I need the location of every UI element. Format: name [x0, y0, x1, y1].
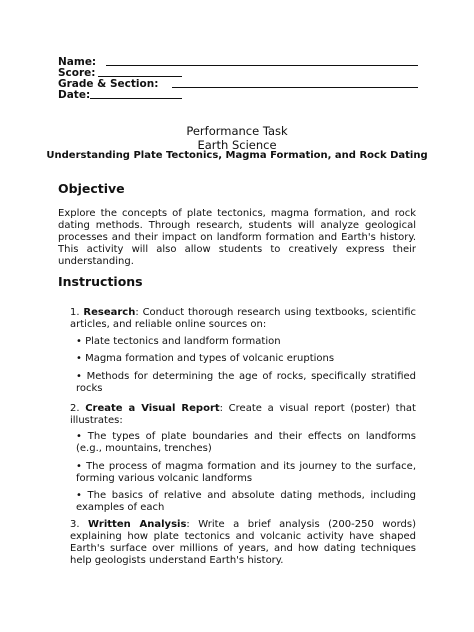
instructions-heading: Instructions — [58, 274, 143, 289]
item-number: 3. — [70, 519, 80, 530]
date-label: Date: — [58, 89, 91, 101]
title-earth-science: Earth Science — [197, 138, 277, 152]
grade-section-line — [172, 87, 418, 88]
score-line — [98, 76, 182, 77]
bullet-text: Plate tectonics and landform formation — [85, 336, 281, 347]
item-title: Create a Visual Report — [85, 403, 220, 414]
bullet-text: Methods for determining the age of rocks, specifically stratified rocks — [76, 371, 417, 394]
item-text: : Conduct thorough research using textbooks, scientific articles, and reliable online sources on: — [70, 307, 417, 330]
score-label: Score: — [58, 67, 96, 79]
objective-text: Explore the concepts of plate tectonics, magma formation, and rock dating methods. Through research, students will analyze geological processes and their impact on landform formation and Earth's history. This activity will also allow students to creatively express their understanding. — [58, 208, 416, 267]
bullet-item: • The types of plate boundaries and their effects on landforms (e.g., mountains, trenches) — [76, 431, 416, 454]
name-label: Name: — [58, 56, 97, 68]
item-number: 2. — [70, 403, 80, 414]
document-subtitle: Understanding Plate Tectonics, Magma Formation, and Rock Dating — [46, 150, 428, 161]
bullet-item: • Magma formation and types of volcanic eruptions — [76, 353, 335, 364]
bullet-text: The process of magma formation and its journey to the surface, forming various volcanic landforms — [76, 461, 417, 484]
instruction-item-2 — [70, 403, 416, 427]
item-number: 1. — [70, 307, 80, 318]
item-title: Research — [83, 307, 136, 318]
bullet-text: The basics of relative and absolute dating methods, including examples of each — [76, 490, 417, 513]
title-performance-task: Performance Task — [186, 124, 288, 138]
grade-section-label: Grade & Section: — [58, 78, 159, 90]
bullet-text: The types of plate boundaries and their effects on landforms (e.g., mountains, trenches) — [76, 431, 416, 454]
date-line — [90, 98, 182, 99]
bullet-item: • The basics of relative and absolute dating methods, including examples of each — [76, 490, 417, 513]
instruction-item-3 — [70, 519, 416, 567]
name-line — [106, 65, 418, 66]
bullet-text: Magma formation and types of volcanic eruptions — [85, 353, 335, 364]
bullet-item: • The process of magma formation and its journey to the surface, forming various volcanic landforms — [76, 461, 417, 484]
bullet-item: • Plate tectonics and landform formation — [76, 336, 281, 347]
objective-heading: Objective — [58, 181, 125, 196]
item-title: Written Analysis — [88, 519, 187, 530]
item-text: : Write a brief analysis (200-250 words) explaining how plate tectonics and volcanic activity have shaped Earth's surface over millions of years, and how dating techniques help geologists understand Earth's history. — [70, 519, 417, 566]
item-text: : Create a visual report (poster) that illustrates: — [70, 403, 416, 426]
instruction-item-1 — [70, 307, 416, 331]
bullet-item: • Methods for determining the age of rocks, specifically stratified rocks — [76, 371, 417, 394]
